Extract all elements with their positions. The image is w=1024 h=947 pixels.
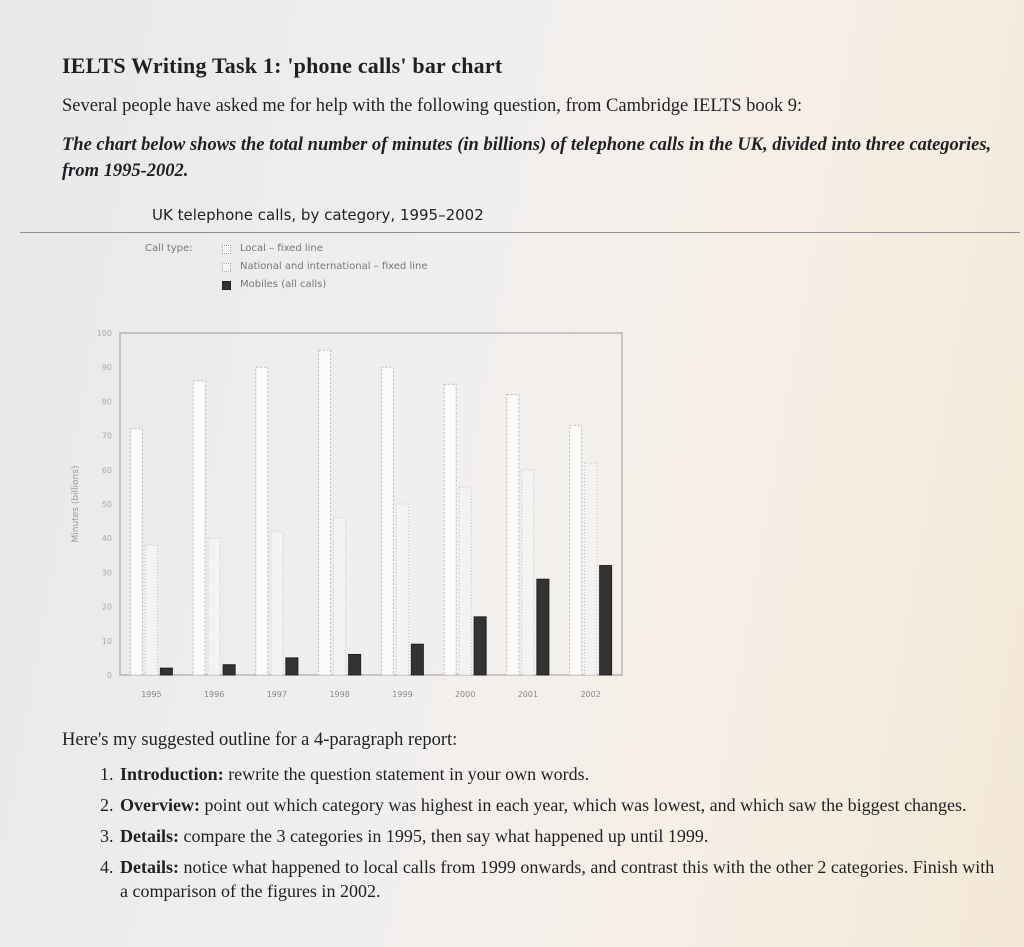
outline-text: compare the 3 categories in 1995, then say what happened up until 1999. (178, 826, 709, 846)
outline-heading: Here's my suggested outline for a 4-paragraph report: (62, 730, 458, 750)
bar-national (145, 545, 157, 675)
outline-item (100, 855, 1000, 903)
bar-mobiles (600, 566, 612, 675)
y-tick-label: 90 (101, 363, 112, 373)
bar-national (334, 518, 346, 675)
legend-title: Call type: (145, 243, 193, 254)
y-tick-label: 0 (106, 671, 112, 680)
bar-mobiles (411, 644, 423, 675)
y-tick-label: 40 (101, 534, 112, 544)
y-tick-label: 50 (101, 500, 112, 509)
outline-item (100, 824, 1000, 848)
bar-mobiles (223, 665, 235, 675)
bar-mobiles (474, 617, 486, 675)
bar-mobiles (349, 654, 361, 675)
outline-item (100, 793, 1000, 817)
outline-text: rewrite the question statement in your own words. (223, 764, 590, 784)
chart-title: UK telephone calls, by category, 1995–2002 (152, 206, 484, 224)
bar-local (507, 395, 519, 675)
outline-list (100, 762, 1000, 910)
outline-number: 1. (100, 764, 114, 784)
bar-local (256, 367, 268, 675)
x-tick-label: 2002 (580, 690, 601, 699)
y-tick-label: 30 (101, 568, 112, 578)
y-tick-label: 20 (101, 602, 112, 612)
outline-text: notice what happened to local calls from 1999 onwards, and contrast this with the other 2 categories. Finish with a comparison of the figures in 2002. (120, 857, 995, 901)
y-tick-label: 70 (101, 431, 112, 441)
x-tick-label: 1995 (141, 690, 162, 699)
outline-label: Introduction: (120, 764, 224, 784)
y-tick-label: 10 (101, 636, 112, 646)
bar-national (585, 463, 597, 675)
legend-label-mobiles: Mobiles (all calls) (240, 279, 327, 290)
question-text: The chart below shows the total number of minutes (in billions) of telephone calls in the UK, divided into three categories, from 1995-2002. (62, 135, 992, 181)
bar-national (396, 504, 408, 675)
x-tick-label: 2000 (454, 690, 476, 699)
outline-label: Details: (120, 826, 179, 846)
y-tick-label: 80 (101, 397, 112, 407)
bar-national (271, 531, 283, 675)
y-tick-label: 100 (96, 329, 112, 338)
bar-national (522, 470, 534, 675)
outline-number: 4. (100, 857, 114, 877)
bar-local (444, 384, 456, 675)
outline-label: Overview: (120, 795, 200, 815)
bar-national (208, 538, 220, 675)
bar-local (319, 350, 331, 675)
outline-number: 3. (100, 826, 114, 846)
x-tick-label: 1999 (392, 690, 413, 699)
bar-local (381, 367, 393, 675)
outline-item (100, 762, 1000, 786)
legend-label-national: National and international – fixed line (240, 261, 428, 272)
bar-national (459, 487, 471, 675)
x-tick-label: 1996 (203, 690, 225, 699)
outline-number: 2. (100, 795, 114, 815)
intro-text: Several people have asked me for help with the following question, from Cambridge IELTS book 9: (62, 96, 803, 116)
outline-text: point out which category was highest in each year, which was lowest, and which saw the biggest changes. (199, 795, 967, 815)
bar-local (570, 425, 582, 675)
x-tick-label: 1998 (329, 690, 350, 699)
legend-label-local: Local – fixed line (240, 243, 323, 254)
bar-mobiles (286, 658, 298, 675)
y-tick-label: 60 (101, 465, 112, 475)
bar-local (193, 381, 205, 675)
page-title: IELTS Writing Task 1: 'phone calls' bar chart (62, 53, 503, 78)
x-tick-label: 2001 (517, 690, 539, 699)
bar-mobiles (537, 579, 549, 675)
bar-local (130, 429, 142, 675)
x-tick-label: 1997 (266, 690, 288, 699)
y-axis-label: Minutes (billions) (71, 465, 81, 543)
bar-mobiles (160, 668, 172, 675)
outline-label: Details: (120, 857, 179, 877)
